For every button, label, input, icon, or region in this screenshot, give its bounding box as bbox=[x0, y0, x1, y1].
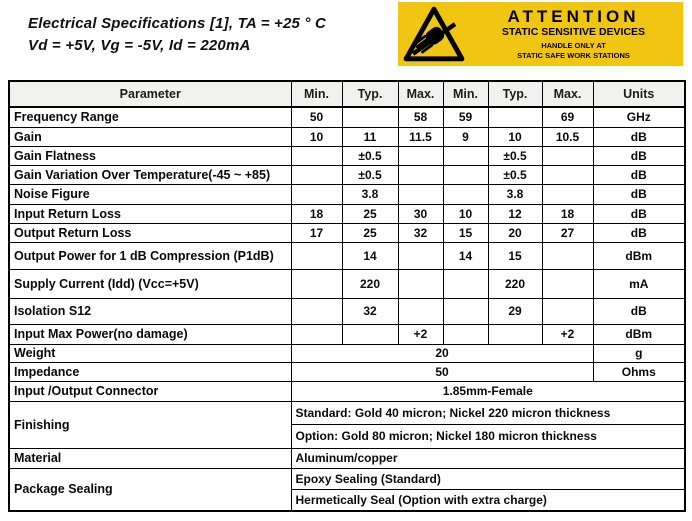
spec-value: 10 bbox=[443, 204, 488, 223]
table-row bbox=[9, 381, 685, 401]
attention-subheading: STATIC SENSITIVE DEVICES bbox=[501, 26, 646, 38]
spec-value bbox=[443, 165, 488, 184]
param-label: Finishing bbox=[9, 401, 291, 448]
attention-heading: ATTENTION bbox=[507, 7, 640, 26]
spec-value: 27 bbox=[542, 223, 593, 242]
page-title bbox=[28, 13, 326, 57]
unit-label: mA bbox=[593, 269, 685, 298]
spec-value bbox=[342, 324, 398, 344]
spec-value bbox=[488, 107, 542, 127]
spec-value: 14 bbox=[342, 242, 398, 269]
param-label: Weight bbox=[9, 344, 291, 362]
spec-value bbox=[443, 184, 488, 204]
spec-value: Option: Gold 80 micron; Nickel 180 micron thickness bbox=[291, 424, 685, 448]
unit-label: dB bbox=[593, 165, 685, 184]
table-row bbox=[9, 242, 685, 269]
table-row bbox=[9, 223, 685, 242]
spec-value: 220 bbox=[488, 269, 542, 298]
spec-value: 14 bbox=[443, 242, 488, 269]
spec-value: 1.85mm-Female bbox=[291, 381, 685, 401]
spec-value bbox=[398, 146, 443, 165]
spec-value bbox=[542, 269, 593, 298]
spec-value: ±0.5 bbox=[488, 165, 542, 184]
column-header-units: Units bbox=[593, 81, 685, 107]
spec-value: ±0.5 bbox=[488, 146, 542, 165]
column-header-min-1: Min. bbox=[291, 81, 342, 107]
spec-value bbox=[398, 165, 443, 184]
spec-value: ±0.5 bbox=[342, 146, 398, 165]
spec-value: 3.8 bbox=[488, 184, 542, 204]
param-label: Material bbox=[9, 448, 291, 468]
spec-value bbox=[398, 242, 443, 269]
unit-label: GHz bbox=[593, 107, 685, 127]
spec-value: 59 bbox=[443, 107, 488, 127]
table-row bbox=[9, 127, 685, 146]
spec-value: 10 bbox=[488, 127, 542, 146]
spec-value: 17 bbox=[291, 223, 342, 242]
spec-value: 11 bbox=[342, 127, 398, 146]
title-line-1: Electrical Specifications [1], TA = +25 ° C bbox=[28, 15, 327, 32]
unit-label: dBm bbox=[593, 324, 685, 344]
spec-value bbox=[291, 242, 342, 269]
spec-value: 30 bbox=[398, 204, 443, 223]
spec-value: +2 bbox=[398, 324, 443, 344]
param-label: Supply Current (Idd) (Vcc=+5V) bbox=[9, 269, 291, 298]
spec-value: +2 bbox=[542, 324, 593, 344]
spec-value: 20 bbox=[488, 223, 542, 242]
param-label: Output Return Loss bbox=[9, 223, 291, 242]
spec-value: 10.5 bbox=[542, 127, 593, 146]
table-row bbox=[9, 146, 685, 165]
spec-value bbox=[542, 298, 593, 324]
param-label: Noise Figure bbox=[9, 184, 291, 204]
spec-value: 69 bbox=[542, 107, 593, 127]
spec-value bbox=[398, 269, 443, 298]
spec-value: 15 bbox=[443, 223, 488, 242]
table-row bbox=[9, 298, 685, 324]
table-row bbox=[9, 184, 685, 204]
spec-value bbox=[291, 146, 342, 165]
spec-value: 18 bbox=[291, 204, 342, 223]
table-row bbox=[9, 362, 685, 381]
spec-value: 18 bbox=[542, 204, 593, 223]
param-label: Isolation S12 bbox=[9, 298, 291, 324]
spec-value bbox=[291, 324, 342, 344]
spec-value: 220 bbox=[342, 269, 398, 298]
param-label: Package Sealing bbox=[9, 468, 291, 511]
spec-value: 29 bbox=[488, 298, 542, 324]
column-header-max-1: Max. bbox=[398, 81, 443, 107]
unit-label: Ohms bbox=[593, 362, 685, 381]
unit-label: dB bbox=[593, 223, 685, 242]
unit-label: dB bbox=[593, 127, 685, 146]
spec-value: Aluminum/copper bbox=[291, 448, 685, 468]
unit-label: dB bbox=[593, 204, 685, 223]
esd-warning-text bbox=[468, 8, 679, 60]
spec-value bbox=[443, 298, 488, 324]
column-header-typ-2: Typ. bbox=[488, 81, 542, 107]
table-row bbox=[9, 165, 685, 184]
spec-value bbox=[443, 269, 488, 298]
spec-value bbox=[291, 165, 342, 184]
param-label: Input Max Power(no damage) bbox=[9, 324, 291, 344]
spec-value: 9 bbox=[443, 127, 488, 146]
unit-label: dBm bbox=[593, 242, 685, 269]
spec-value bbox=[488, 324, 542, 344]
table-header-row bbox=[9, 81, 685, 107]
param-label: Input /Output Connector bbox=[9, 381, 291, 401]
spec-value: 20 bbox=[291, 344, 593, 362]
spec-value bbox=[291, 298, 342, 324]
table-row bbox=[9, 204, 685, 223]
table-row bbox=[9, 401, 685, 424]
spec-value bbox=[342, 107, 398, 127]
column-header-typ-1: Typ. bbox=[342, 81, 398, 107]
unit-label: dB bbox=[593, 146, 685, 165]
spec-table bbox=[8, 80, 686, 512]
unit-label: g bbox=[593, 344, 685, 362]
column-header-max-2: Max. bbox=[542, 81, 593, 107]
spec-value: 12 bbox=[488, 204, 542, 223]
spec-value: 25 bbox=[342, 204, 398, 223]
table-row bbox=[9, 324, 685, 344]
spec-value bbox=[542, 146, 593, 165]
spec-value: Hermetically Seal (Option with extra charge) bbox=[291, 489, 685, 511]
column-header-min-2: Min. bbox=[443, 81, 488, 107]
spec-value: 50 bbox=[291, 362, 593, 381]
spec-value bbox=[291, 184, 342, 204]
spec-value: 50 bbox=[291, 107, 342, 127]
param-label: Gain Flatness bbox=[9, 146, 291, 165]
table-row bbox=[9, 468, 685, 489]
param-label: Input Return Loss bbox=[9, 204, 291, 223]
title-line-2: Vd = +5V, Vg = -5V, Id = 220mA bbox=[28, 37, 251, 54]
table-row bbox=[9, 107, 685, 127]
param-label: Impedance bbox=[9, 362, 291, 381]
spec-value: 11.5 bbox=[398, 127, 443, 146]
table-row bbox=[9, 448, 685, 468]
param-label: Gain bbox=[9, 127, 291, 146]
spec-value bbox=[443, 324, 488, 344]
spec-value: 32 bbox=[342, 298, 398, 324]
param-label: Output Power for 1 dB Compression (P1dB) bbox=[9, 242, 291, 269]
spec-value bbox=[291, 269, 342, 298]
param-label: Frequency Range bbox=[9, 107, 291, 127]
unit-label: dB bbox=[593, 298, 685, 324]
esd-warning-triangle-icon bbox=[400, 4, 468, 64]
spec-value bbox=[443, 146, 488, 165]
spec-value: 3.8 bbox=[342, 184, 398, 204]
spec-value bbox=[542, 242, 593, 269]
spec-value bbox=[542, 165, 593, 184]
table-row bbox=[9, 269, 685, 298]
esd-warning-label bbox=[398, 2, 683, 66]
spec-value: 32 bbox=[398, 223, 443, 242]
spec-value: 15 bbox=[488, 242, 542, 269]
spec-value bbox=[398, 298, 443, 324]
spec-value: Epoxy Sealing (Standard) bbox=[291, 468, 685, 489]
spec-value bbox=[542, 184, 593, 204]
unit-label: dB bbox=[593, 184, 685, 204]
column-header-parameter: Parameter bbox=[9, 81, 291, 107]
param-label: Gain Variation Over Temperature(-45 ~ +85) bbox=[9, 165, 291, 184]
table-row bbox=[9, 344, 685, 362]
spec-value: ±0.5 bbox=[342, 165, 398, 184]
attention-line-3: HANDLE ONLY AT bbox=[541, 41, 606, 50]
spec-value: Standard: Gold 40 micron; Nickel 220 micron thickness bbox=[291, 401, 685, 424]
spec-value: 10 bbox=[291, 127, 342, 146]
spec-value: 58 bbox=[398, 107, 443, 127]
spec-value: 25 bbox=[342, 223, 398, 242]
spec-value bbox=[398, 184, 443, 204]
attention-line-4: STATIC SAFE WORK STATIONS bbox=[517, 51, 630, 60]
